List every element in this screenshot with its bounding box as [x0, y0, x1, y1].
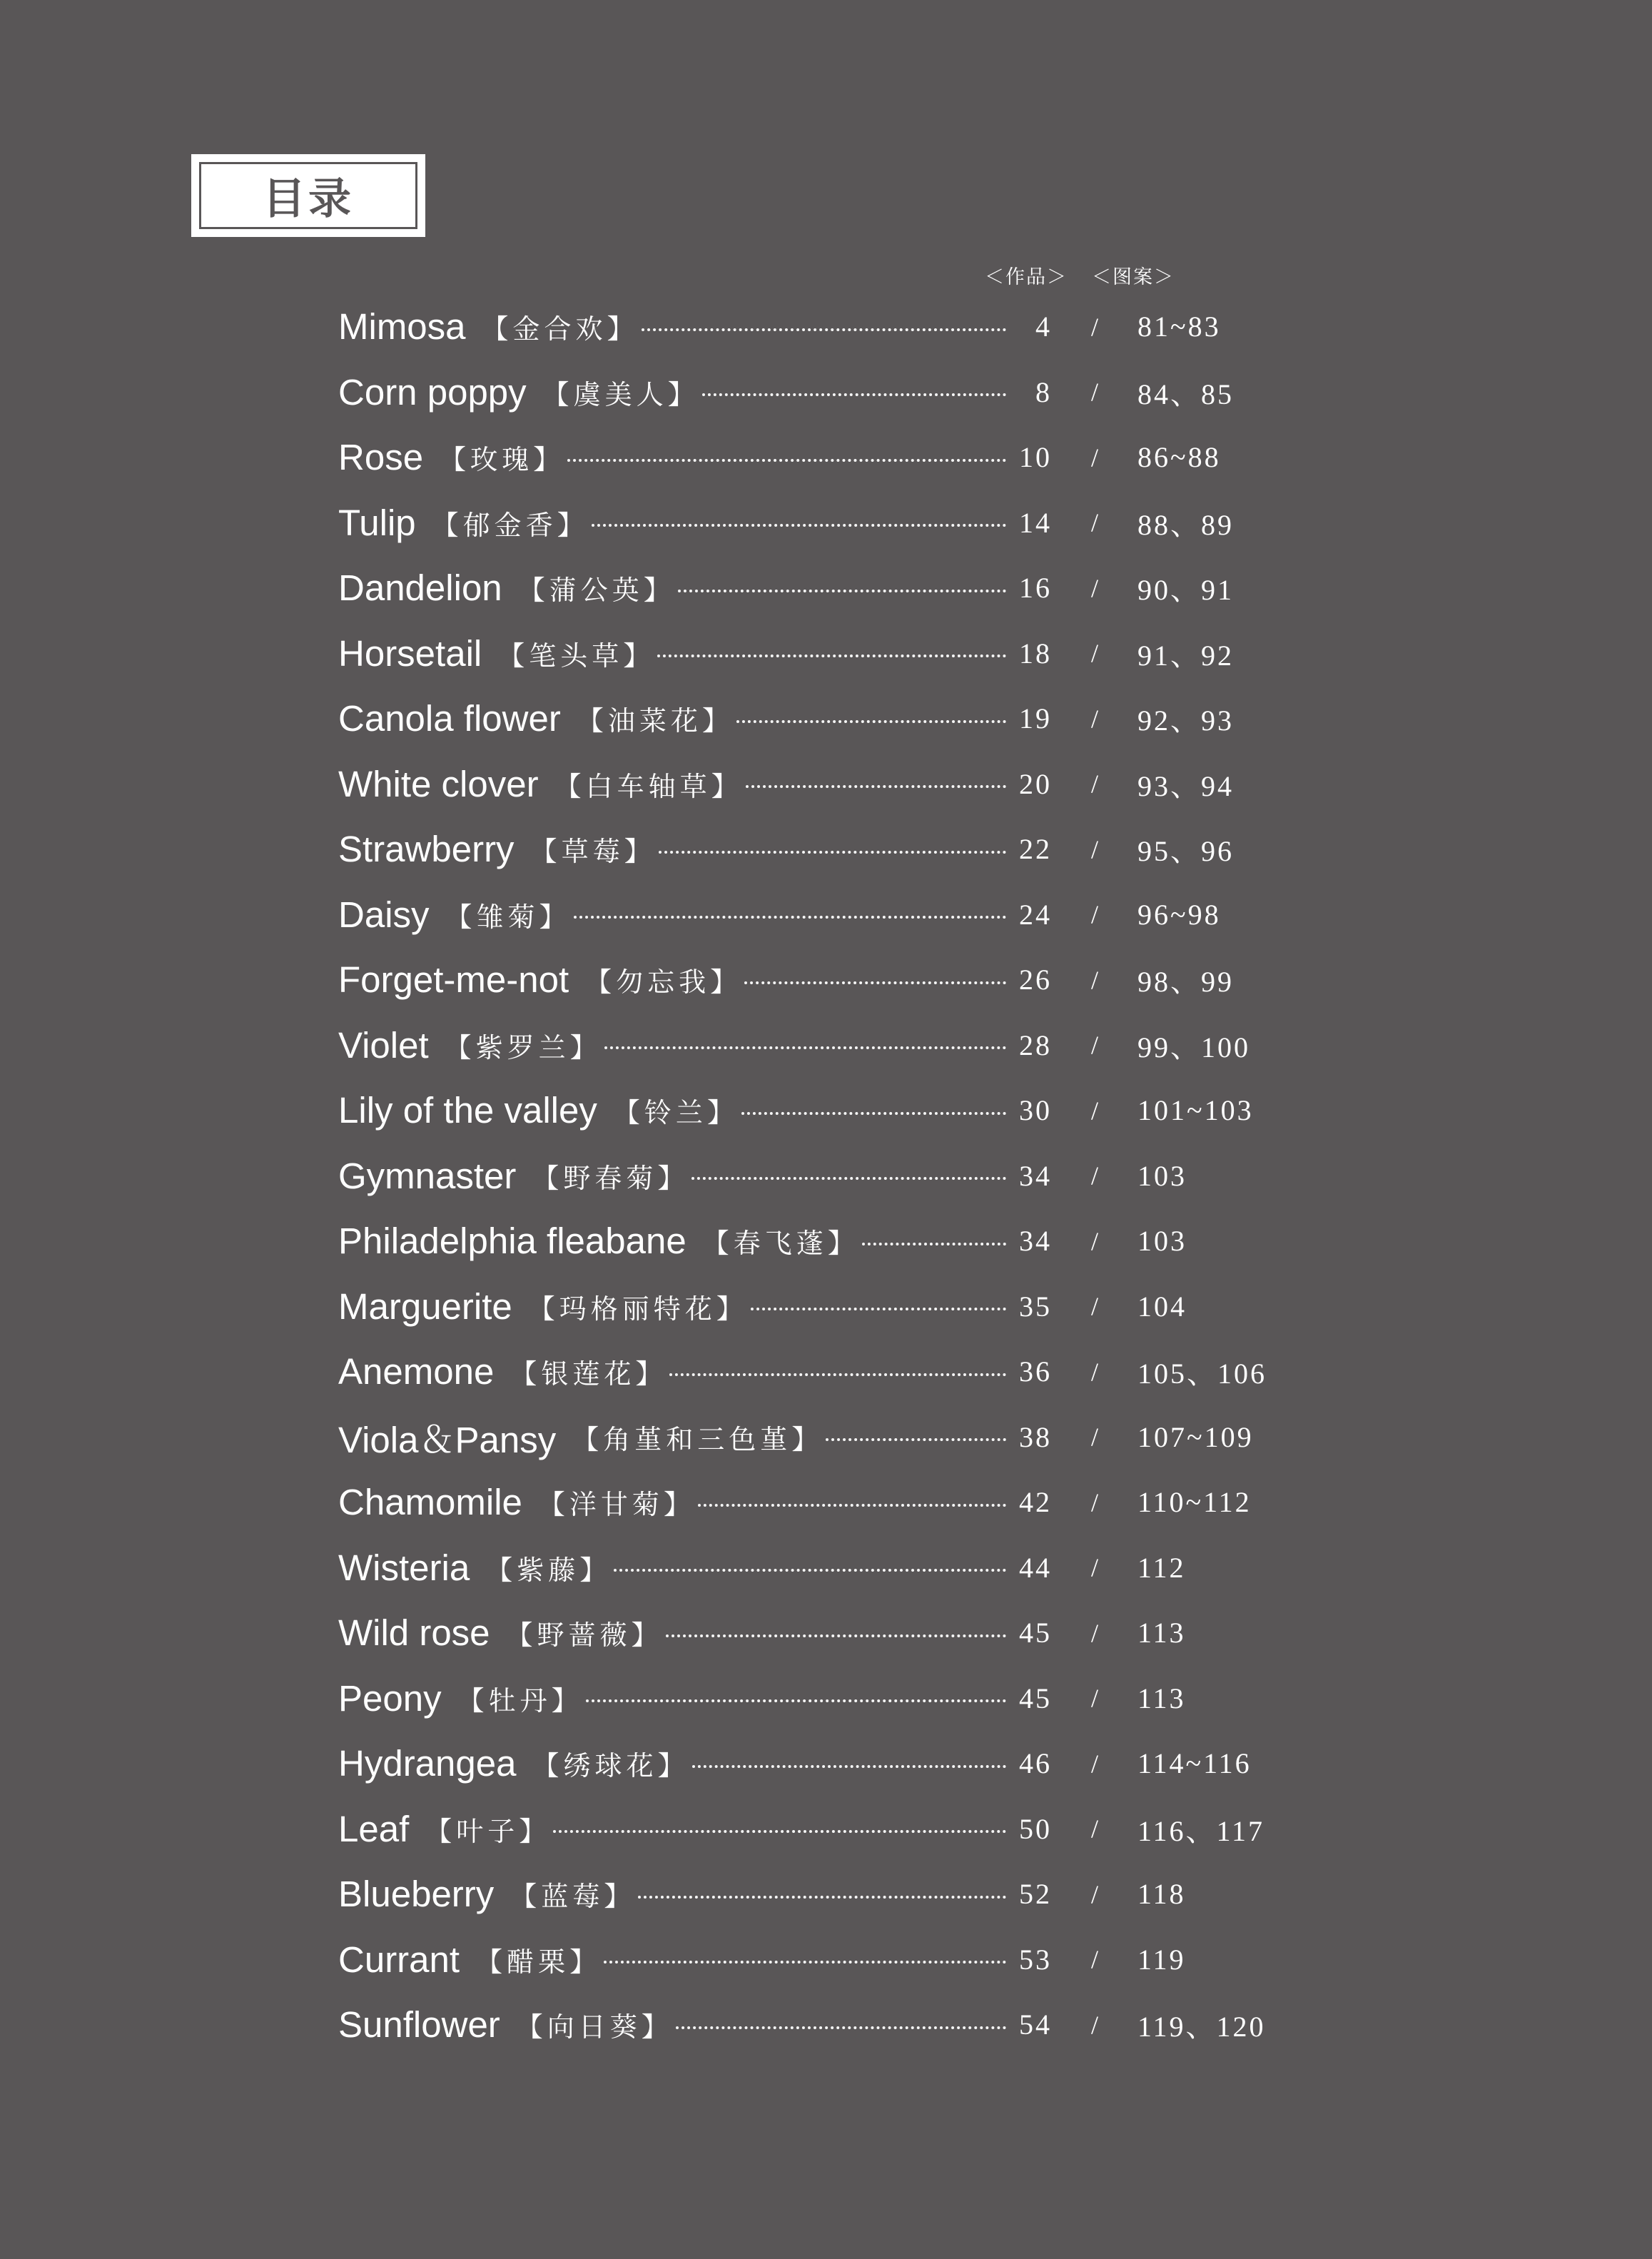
dot-leader — [698, 1504, 1006, 1507]
entry-chinese-name: 【牡丹】 — [457, 1684, 583, 1717]
toc-entry[interactable] — [338, 1405, 1294, 1470]
entry-english-name: Violet — [338, 1024, 429, 1066]
work-page-number: 34 — [1019, 1225, 1052, 1258]
dot-leader — [659, 851, 1006, 854]
page-title: 目录 — [263, 174, 354, 224]
page-separator: / — [1090, 704, 1098, 733]
page-separator: / — [1090, 1814, 1098, 1844]
entry-chinese-name: 【蒲公英】 — [517, 575, 675, 607]
toc-entry[interactable] — [338, 1013, 1294, 1078]
entry-chinese-name: 【春飞蓬】 — [701, 1228, 859, 1260]
work-page-number: 54 — [1019, 2008, 1052, 2041]
entry-english-name: Anemone — [338, 1351, 495, 1393]
entry-english-name: Lily of the valley — [338, 1090, 597, 1131]
pattern-page-numbers: 118 — [1137, 1878, 1186, 1911]
entry-chinese-name: 【金合欢】 — [481, 313, 639, 345]
pattern-page-numbers: 99、100 — [1137, 1031, 1250, 1063]
toc-entry[interactable] — [338, 1143, 1294, 1209]
pattern-page-numbers: 105、106 — [1137, 1358, 1267, 1390]
dot-leader — [604, 1961, 1006, 1964]
page-separator: / — [1090, 1292, 1098, 1321]
work-page-number: 16 — [1019, 572, 1052, 605]
dot-leader — [678, 590, 1006, 592]
pattern-page-numbers: 107~109 — [1137, 1420, 1254, 1453]
pattern-page-numbers: 112 — [1137, 1551, 1186, 1584]
dot-leader — [692, 1765, 1006, 1768]
dot-leader — [567, 459, 1006, 462]
entry-english-name: Strawberry — [338, 829, 515, 870]
page-separator: / — [1090, 639, 1098, 668]
entry-chinese-name: 【角堇和三色堇】 — [572, 1423, 824, 1455]
page-separator: / — [1090, 508, 1098, 537]
page-separator: / — [1090, 1879, 1098, 1909]
entry-chinese-name: 【白车轴草】 — [554, 770, 743, 802]
work-page-number: 28 — [1019, 1029, 1052, 1061]
entry-english-name: Horsetail — [338, 632, 482, 674]
page-separator: / — [1090, 1031, 1098, 1060]
entry-chinese-name: 【雏菊】 — [445, 901, 571, 933]
pattern-page-numbers: 101~103 — [1137, 1094, 1254, 1127]
entry-english-name: Philadelphia fleabane — [338, 1221, 686, 1262]
entry-english-name: Currant — [338, 1939, 460, 1980]
pattern-page-numbers: 81~83 — [1137, 310, 1221, 343]
work-page-number: 52 — [1019, 1878, 1052, 1911]
pattern-page-numbers: 86~88 — [1137, 441, 1221, 474]
page-separator: / — [1090, 1618, 1098, 1647]
entry-chinese-name: 【玫瑰】 — [439, 444, 565, 476]
dot-leader — [736, 720, 1006, 723]
entry-english-name: Hydrangea — [338, 1743, 517, 1784]
pattern-page-numbers: 93、94 — [1137, 769, 1234, 802]
page-separator: / — [1090, 443, 1098, 472]
pattern-page-numbers: 119、120 — [1137, 2011, 1266, 2043]
toc-entry[interactable] — [338, 621, 1294, 687]
dot-leader — [614, 1569, 1006, 1572]
page-separator: / — [1090, 1945, 1098, 1974]
page-separator: / — [1090, 312, 1098, 341]
work-page-number: 24 — [1019, 898, 1052, 931]
work-page-number: 10 — [1019, 441, 1052, 474]
work-page-number: 44 — [1019, 1551, 1052, 1584]
page-separator: / — [1090, 1487, 1098, 1517]
pattern-page-numbers: 110~112 — [1137, 1486, 1252, 1519]
entry-english-name: White clover — [338, 763, 539, 804]
entry-chinese-name: 【玛格丽特花】 — [527, 1293, 748, 1325]
work-page-number: 34 — [1019, 1159, 1052, 1192]
work-page-number: 35 — [1019, 1290, 1052, 1323]
toc-entry[interactable] — [338, 1339, 1294, 1405]
page-separator: / — [1090, 1096, 1098, 1125]
entry-english-name: Blueberry — [338, 1874, 495, 1915]
page-separator: / — [1090, 1684, 1098, 1713]
toc-entry[interactable] — [338, 1470, 1294, 1535]
work-page-number: 45 — [1019, 1682, 1052, 1714]
toc-entry[interactable] — [338, 1666, 1294, 1732]
dot-leader — [586, 1699, 1006, 1702]
dot-leader — [744, 981, 1006, 984]
toc-entry[interactable] — [338, 1796, 1294, 1862]
work-page-number: 36 — [1019, 1355, 1052, 1388]
pattern-page-numbers: 91、92 — [1137, 639, 1234, 672]
pattern-page-numbers: 98、99 — [1137, 966, 1234, 999]
toc-entry[interactable] — [338, 947, 1294, 1013]
pattern-page-numbers: 113 — [1137, 1682, 1186, 1714]
column-headers — [985, 261, 1175, 289]
toc-entry[interactable] — [338, 817, 1294, 882]
pattern-page-numbers: 92、93 — [1137, 704, 1234, 737]
entry-chinese-name: 【蓝莓】 — [510, 1881, 636, 1913]
page-separator: / — [1090, 1357, 1098, 1386]
toc-entry[interactable] — [338, 490, 1294, 556]
entry-chinese-name: 【紫藤】 — [485, 1554, 612, 1586]
dot-leader — [638, 1896, 1006, 1899]
entry-english-name: Gymnaster — [338, 1155, 517, 1196]
entry-english-name: Daisy — [338, 894, 430, 935]
entry-english-name: Marguerite — [338, 1285, 512, 1327]
entry-english-name: Wild rose — [338, 1612, 490, 1654]
dot-leader — [642, 328, 1006, 331]
toc-entry[interactable] — [338, 752, 1294, 817]
dot-leader — [691, 1177, 1006, 1180]
dot-leader — [702, 393, 1006, 396]
toc-entry[interactable] — [338, 1927, 1294, 1993]
dot-leader — [826, 1438, 1006, 1441]
work-page-number: 14 — [1019, 506, 1052, 539]
dot-leader — [553, 1830, 1006, 1833]
dot-leader — [574, 916, 1006, 919]
work-page-number: 42 — [1019, 1486, 1052, 1519]
dot-leader — [862, 1243, 1006, 1245]
entry-chinese-name: 【草莓】 — [529, 836, 656, 868]
entry-chinese-name: 【油菜花】 — [576, 705, 734, 737]
dot-leader — [676, 2026, 1006, 2029]
work-page-number: 4 — [1035, 310, 1052, 343]
page-separator: / — [1090, 834, 1098, 864]
entry-chinese-name: 【醋栗】 — [475, 1946, 602, 1978]
work-page-number: 50 — [1019, 1812, 1052, 1845]
pattern-page-numbers: 104 — [1137, 1290, 1187, 1323]
entry-chinese-name: 【虞美人】 — [542, 378, 699, 410]
toc-title-frame — [199, 162, 417, 229]
work-page-number: 8 — [1035, 375, 1052, 408]
entry-english-name: Peony — [338, 1677, 442, 1719]
toc-entry[interactable] — [338, 686, 1294, 752]
toc-entry[interactable] — [338, 882, 1294, 948]
pattern-page-numbers: 103 — [1137, 1159, 1187, 1192]
table-of-contents — [338, 294, 1294, 2058]
pattern-page-numbers: 116、117 — [1137, 1814, 1265, 1847]
entry-chinese-name: 【银莲花】 — [510, 1358, 667, 1390]
toc-entry[interactable] — [338, 1078, 1294, 1143]
work-page-number: 30 — [1019, 1094, 1052, 1127]
pattern-column-header: ＜图案＞ — [1092, 266, 1175, 288]
entry-english-name: Leaf — [338, 1808, 410, 1849]
work-page-number: 20 — [1019, 767, 1052, 800]
entry-chinese-name: 【野蔷薇】 — [505, 1619, 663, 1652]
toc-entry[interactable] — [338, 555, 1294, 621]
work-page-number: 45 — [1019, 1617, 1052, 1649]
page-separator: / — [1090, 1553, 1098, 1582]
entry-english-name: Dandelion — [338, 567, 502, 609]
work-page-number: 46 — [1019, 1747, 1052, 1780]
toc-entry[interactable] — [338, 1600, 1294, 1666]
work-page-number: 38 — [1019, 1420, 1052, 1453]
toc-entry[interactable] — [338, 1861, 1294, 1927]
page-separator: / — [1090, 2010, 1098, 2039]
page-separator: / — [1090, 769, 1098, 799]
page-separator: / — [1090, 1422, 1098, 1452]
pattern-page-numbers: 95、96 — [1137, 835, 1234, 868]
entry-english-name: Canola flower — [338, 698, 561, 739]
entry-english-name: Corn poppy — [338, 371, 527, 413]
toc-entry[interactable] — [338, 294, 1294, 360]
entry-english-name: Rose — [338, 437, 424, 478]
page-separator: / — [1090, 573, 1098, 602]
entry-english-name: Viola＆Pansy — [338, 1420, 557, 1461]
toc-entry[interactable] — [338, 360, 1294, 425]
pattern-page-numbers: 119 — [1137, 1943, 1186, 1976]
entry-english-name: Tulip — [338, 502, 416, 543]
dot-leader — [604, 1046, 1006, 1049]
entry-chinese-name: 【铃兰】 — [612, 1097, 739, 1129]
page-separator: / — [1090, 900, 1098, 929]
toc-entry[interactable] — [338, 1274, 1294, 1340]
pattern-page-numbers: 103 — [1137, 1225, 1187, 1258]
entry-chinese-name: 【紫罗兰】 — [444, 1031, 602, 1063]
work-page-number: 19 — [1019, 702, 1052, 735]
work-page-number: 22 — [1019, 833, 1052, 866]
pattern-page-numbers: 114~116 — [1137, 1747, 1252, 1780]
work-page-number: 53 — [1019, 1943, 1052, 1976]
page-separator: / — [1090, 1161, 1098, 1191]
page-separator: / — [1090, 1226, 1098, 1255]
work-page-number: 18 — [1019, 637, 1052, 669]
toc-entry[interactable] — [338, 1208, 1294, 1274]
dot-leader — [592, 524, 1006, 527]
pattern-page-numbers: 113 — [1137, 1617, 1186, 1649]
pattern-page-numbers: 90、91 — [1137, 574, 1234, 607]
entry-english-name: Mimosa — [338, 306, 466, 348]
dot-leader — [657, 655, 1006, 657]
entry-chinese-name: 【野春菊】 — [532, 1162, 689, 1194]
work-page-number: 26 — [1019, 964, 1052, 996]
toc-entry[interactable] — [338, 1992, 1294, 2058]
toc-entry[interactable] — [338, 1731, 1294, 1796]
page-separator: / — [1090, 378, 1098, 407]
entry-chinese-name: 【洋甘菊】 — [537, 1489, 695, 1521]
entry-chinese-name: 【叶子】 — [425, 1815, 551, 1847]
dot-leader — [741, 1112, 1006, 1115]
work-column-header: ＜作品＞ — [985, 266, 1068, 288]
entry-chinese-name: 【向日葵】 — [515, 2011, 673, 2043]
entry-chinese-name: 【勿忘我】 — [584, 966, 742, 999]
entry-english-name: Chamomile — [338, 1482, 522, 1523]
entry-chinese-name: 【郁金香】 — [431, 509, 589, 541]
pattern-page-numbers: 88、89 — [1137, 508, 1234, 541]
toc-entry[interactable] — [338, 425, 1294, 490]
pattern-page-numbers: 96~98 — [1137, 898, 1221, 931]
dot-leader — [666, 1634, 1006, 1637]
entry-english-name: Forget-me-not — [338, 959, 569, 1001]
dot-leader — [751, 1308, 1006, 1310]
entry-chinese-name: 【绣球花】 — [532, 1750, 689, 1782]
page-separator: / — [1090, 965, 1098, 994]
entry-english-name: Wisteria — [338, 1547, 470, 1588]
page-separator: / — [1090, 1749, 1098, 1778]
toc-entry[interactable] — [338, 1535, 1294, 1601]
dot-leader — [669, 1373, 1006, 1376]
dot-leader — [746, 785, 1006, 788]
entry-english-name: Sunflower — [338, 2004, 500, 2046]
entry-chinese-name: 【笔头草】 — [497, 640, 655, 672]
pattern-page-numbers: 84、85 — [1137, 378, 1234, 410]
toc-title-box — [191, 154, 425, 237]
